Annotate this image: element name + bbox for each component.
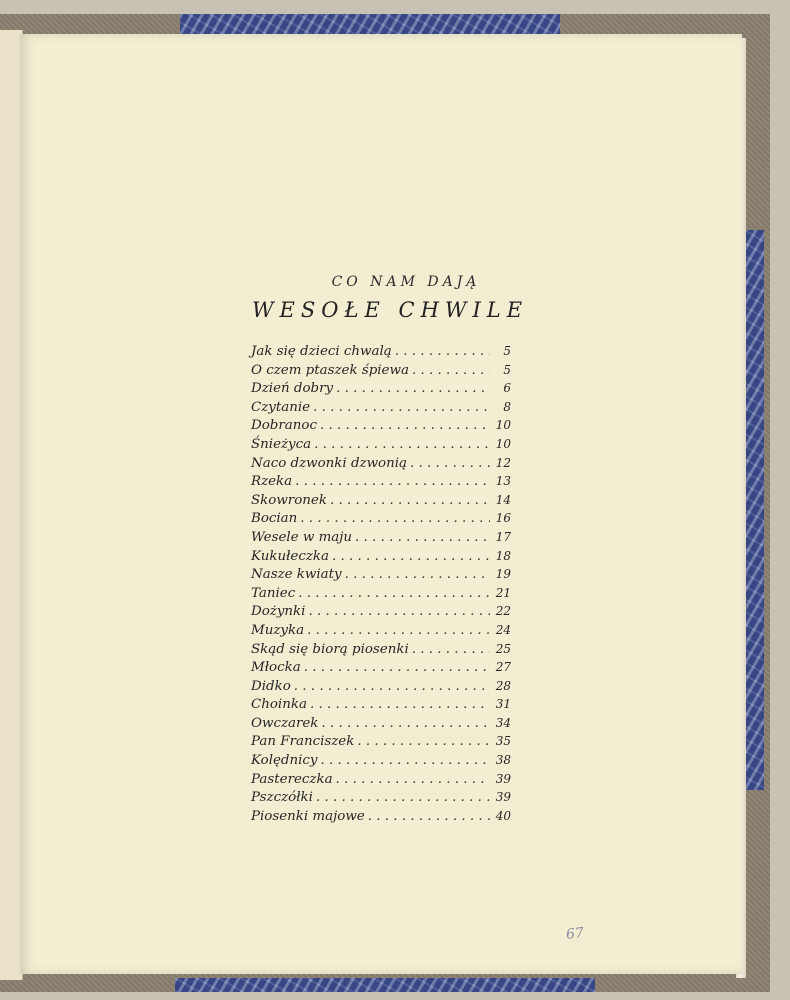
toc-leader bbox=[412, 363, 490, 378]
toc-leader bbox=[320, 753, 490, 768]
toc-entry bbox=[251, 679, 511, 698]
toc-entry bbox=[251, 474, 511, 493]
toc-entry bbox=[251, 586, 511, 605]
toc-page: 40 bbox=[495, 808, 511, 823]
toc-leader bbox=[295, 474, 490, 489]
toc-title: Nasze kwiaty bbox=[251, 567, 342, 583]
toc-entry bbox=[251, 790, 511, 809]
pencil-annotation: 67 bbox=[565, 925, 585, 943]
toc-entry bbox=[251, 697, 511, 716]
toc-leader bbox=[298, 586, 490, 601]
toc-page: 17 bbox=[495, 529, 511, 544]
section-heading-large: WESOŁE CHWILE bbox=[251, 298, 529, 322]
toc-page: 27 bbox=[495, 660, 511, 675]
toc-leader bbox=[412, 642, 490, 657]
toc-entry bbox=[251, 493, 511, 512]
toc-page: 21 bbox=[495, 585, 511, 600]
toc-title: Skąd się biorą piosenki bbox=[251, 641, 409, 657]
toc-page: 5 bbox=[503, 362, 511, 377]
show-through-text bbox=[370, 149, 540, 319]
toc-entry bbox=[251, 381, 511, 400]
toc-page: 22 bbox=[495, 604, 511, 619]
toc-title: Skowronek bbox=[251, 492, 327, 508]
marbled-paper-bottom bbox=[175, 978, 595, 992]
toc-title: Muzyka bbox=[251, 622, 305, 638]
toc-page: 16 bbox=[495, 511, 511, 526]
toc-entry bbox=[251, 511, 511, 530]
toc-entry bbox=[251, 456, 511, 475]
toc-title: Kukułeczka bbox=[251, 548, 329, 564]
toc-title: Kolędnicy bbox=[251, 753, 318, 769]
toc-title: Pszczółki bbox=[251, 790, 313, 806]
toc-leader bbox=[300, 511, 490, 526]
toc-page: 39 bbox=[495, 790, 511, 805]
toc-entry bbox=[251, 716, 511, 735]
toc-page: 18 bbox=[495, 548, 511, 563]
toc-title: Piosenki majowe bbox=[251, 808, 365, 824]
toc-title: Dożynki bbox=[251, 604, 306, 620]
toc-leader bbox=[330, 493, 490, 508]
toc-page: 34 bbox=[495, 715, 511, 730]
toc-title: Pastereczka bbox=[251, 771, 333, 787]
toc-page: 28 bbox=[495, 678, 511, 693]
toc-page: 19 bbox=[495, 567, 511, 582]
toc-leader bbox=[336, 381, 490, 396]
toc-leader bbox=[313, 400, 490, 415]
toc-leader bbox=[336, 772, 490, 787]
toc-leader bbox=[368, 809, 490, 824]
toc-page: 38 bbox=[495, 753, 511, 768]
marbled-paper-top bbox=[180, 14, 560, 36]
toc-title: Dzień dobry bbox=[251, 381, 334, 397]
toc-page: 31 bbox=[495, 697, 511, 712]
table-of-contents bbox=[251, 344, 511, 827]
toc-page: 5 bbox=[503, 344, 511, 358]
toc-entry bbox=[251, 604, 511, 623]
toc-leader bbox=[355, 530, 490, 545]
toc-title: Czytanie bbox=[251, 399, 311, 415]
toc-entry bbox=[251, 642, 511, 661]
toc-title: O czem ptaszek śpiewa bbox=[251, 362, 409, 378]
section-heading-small: CO NAM DAJĄ bbox=[331, 274, 481, 290]
toc-title: Taniec bbox=[251, 585, 296, 601]
toc-leader bbox=[395, 344, 490, 359]
toc-entry bbox=[251, 437, 511, 456]
toc-entry bbox=[251, 418, 511, 437]
toc-page: 14 bbox=[495, 492, 511, 507]
toc-leader bbox=[294, 679, 490, 694]
toc-entry bbox=[251, 772, 511, 791]
toc-page: 39 bbox=[495, 771, 511, 786]
toc-leader bbox=[316, 790, 490, 805]
toc-entry bbox=[251, 400, 511, 419]
toc-title: Młocka bbox=[251, 660, 301, 676]
toc-page: 35 bbox=[495, 734, 511, 749]
toc-entry bbox=[251, 753, 511, 772]
toc-leader bbox=[307, 623, 490, 638]
toc-entry bbox=[251, 660, 511, 679]
toc-leader bbox=[410, 456, 490, 471]
toc-leader bbox=[345, 567, 490, 582]
toc-title: Rzeka bbox=[251, 474, 293, 490]
toc-page: 10 bbox=[495, 436, 511, 451]
toc-leader bbox=[320, 418, 490, 433]
toc-page: 25 bbox=[495, 641, 511, 656]
toc-leader bbox=[314, 437, 490, 452]
toc-page: 13 bbox=[495, 474, 511, 489]
toc-title: Dobranoc bbox=[251, 418, 317, 434]
toc-title: Didko bbox=[251, 678, 291, 694]
toc-title: Owczarek bbox=[251, 715, 319, 731]
toc-title: Bocian bbox=[251, 511, 298, 527]
toc-page: 12 bbox=[495, 455, 511, 470]
toc-page: 24 bbox=[495, 622, 511, 637]
toc-leader bbox=[357, 734, 490, 749]
toc-entry bbox=[251, 344, 511, 363]
toc-entry bbox=[251, 623, 511, 642]
toc-entry bbox=[251, 530, 511, 549]
toc-title: Pan Franciszek bbox=[251, 734, 355, 750]
toc-page: 8 bbox=[503, 399, 511, 414]
toc-entry bbox=[251, 734, 511, 753]
toc-entry bbox=[251, 549, 511, 568]
toc-page: 10 bbox=[495, 418, 511, 433]
toc-title: Śnieżyca bbox=[251, 436, 312, 452]
toc-leader bbox=[308, 604, 490, 619]
toc-title: Choinka bbox=[251, 697, 307, 713]
toc-leader bbox=[304, 660, 490, 675]
toc-leader bbox=[332, 549, 490, 564]
toc-leader bbox=[321, 716, 490, 731]
toc-title: Naco dzwonki dzwonią bbox=[251, 455, 407, 471]
toc-title: Jak się dzieci chwalą bbox=[251, 344, 392, 359]
toc-entry bbox=[251, 809, 511, 828]
toc-entry bbox=[251, 567, 511, 586]
toc-page: 6 bbox=[503, 381, 511, 396]
toc-entry bbox=[251, 363, 511, 382]
toc-leader bbox=[310, 697, 490, 712]
toc-title: Wesele w maju bbox=[251, 529, 353, 545]
